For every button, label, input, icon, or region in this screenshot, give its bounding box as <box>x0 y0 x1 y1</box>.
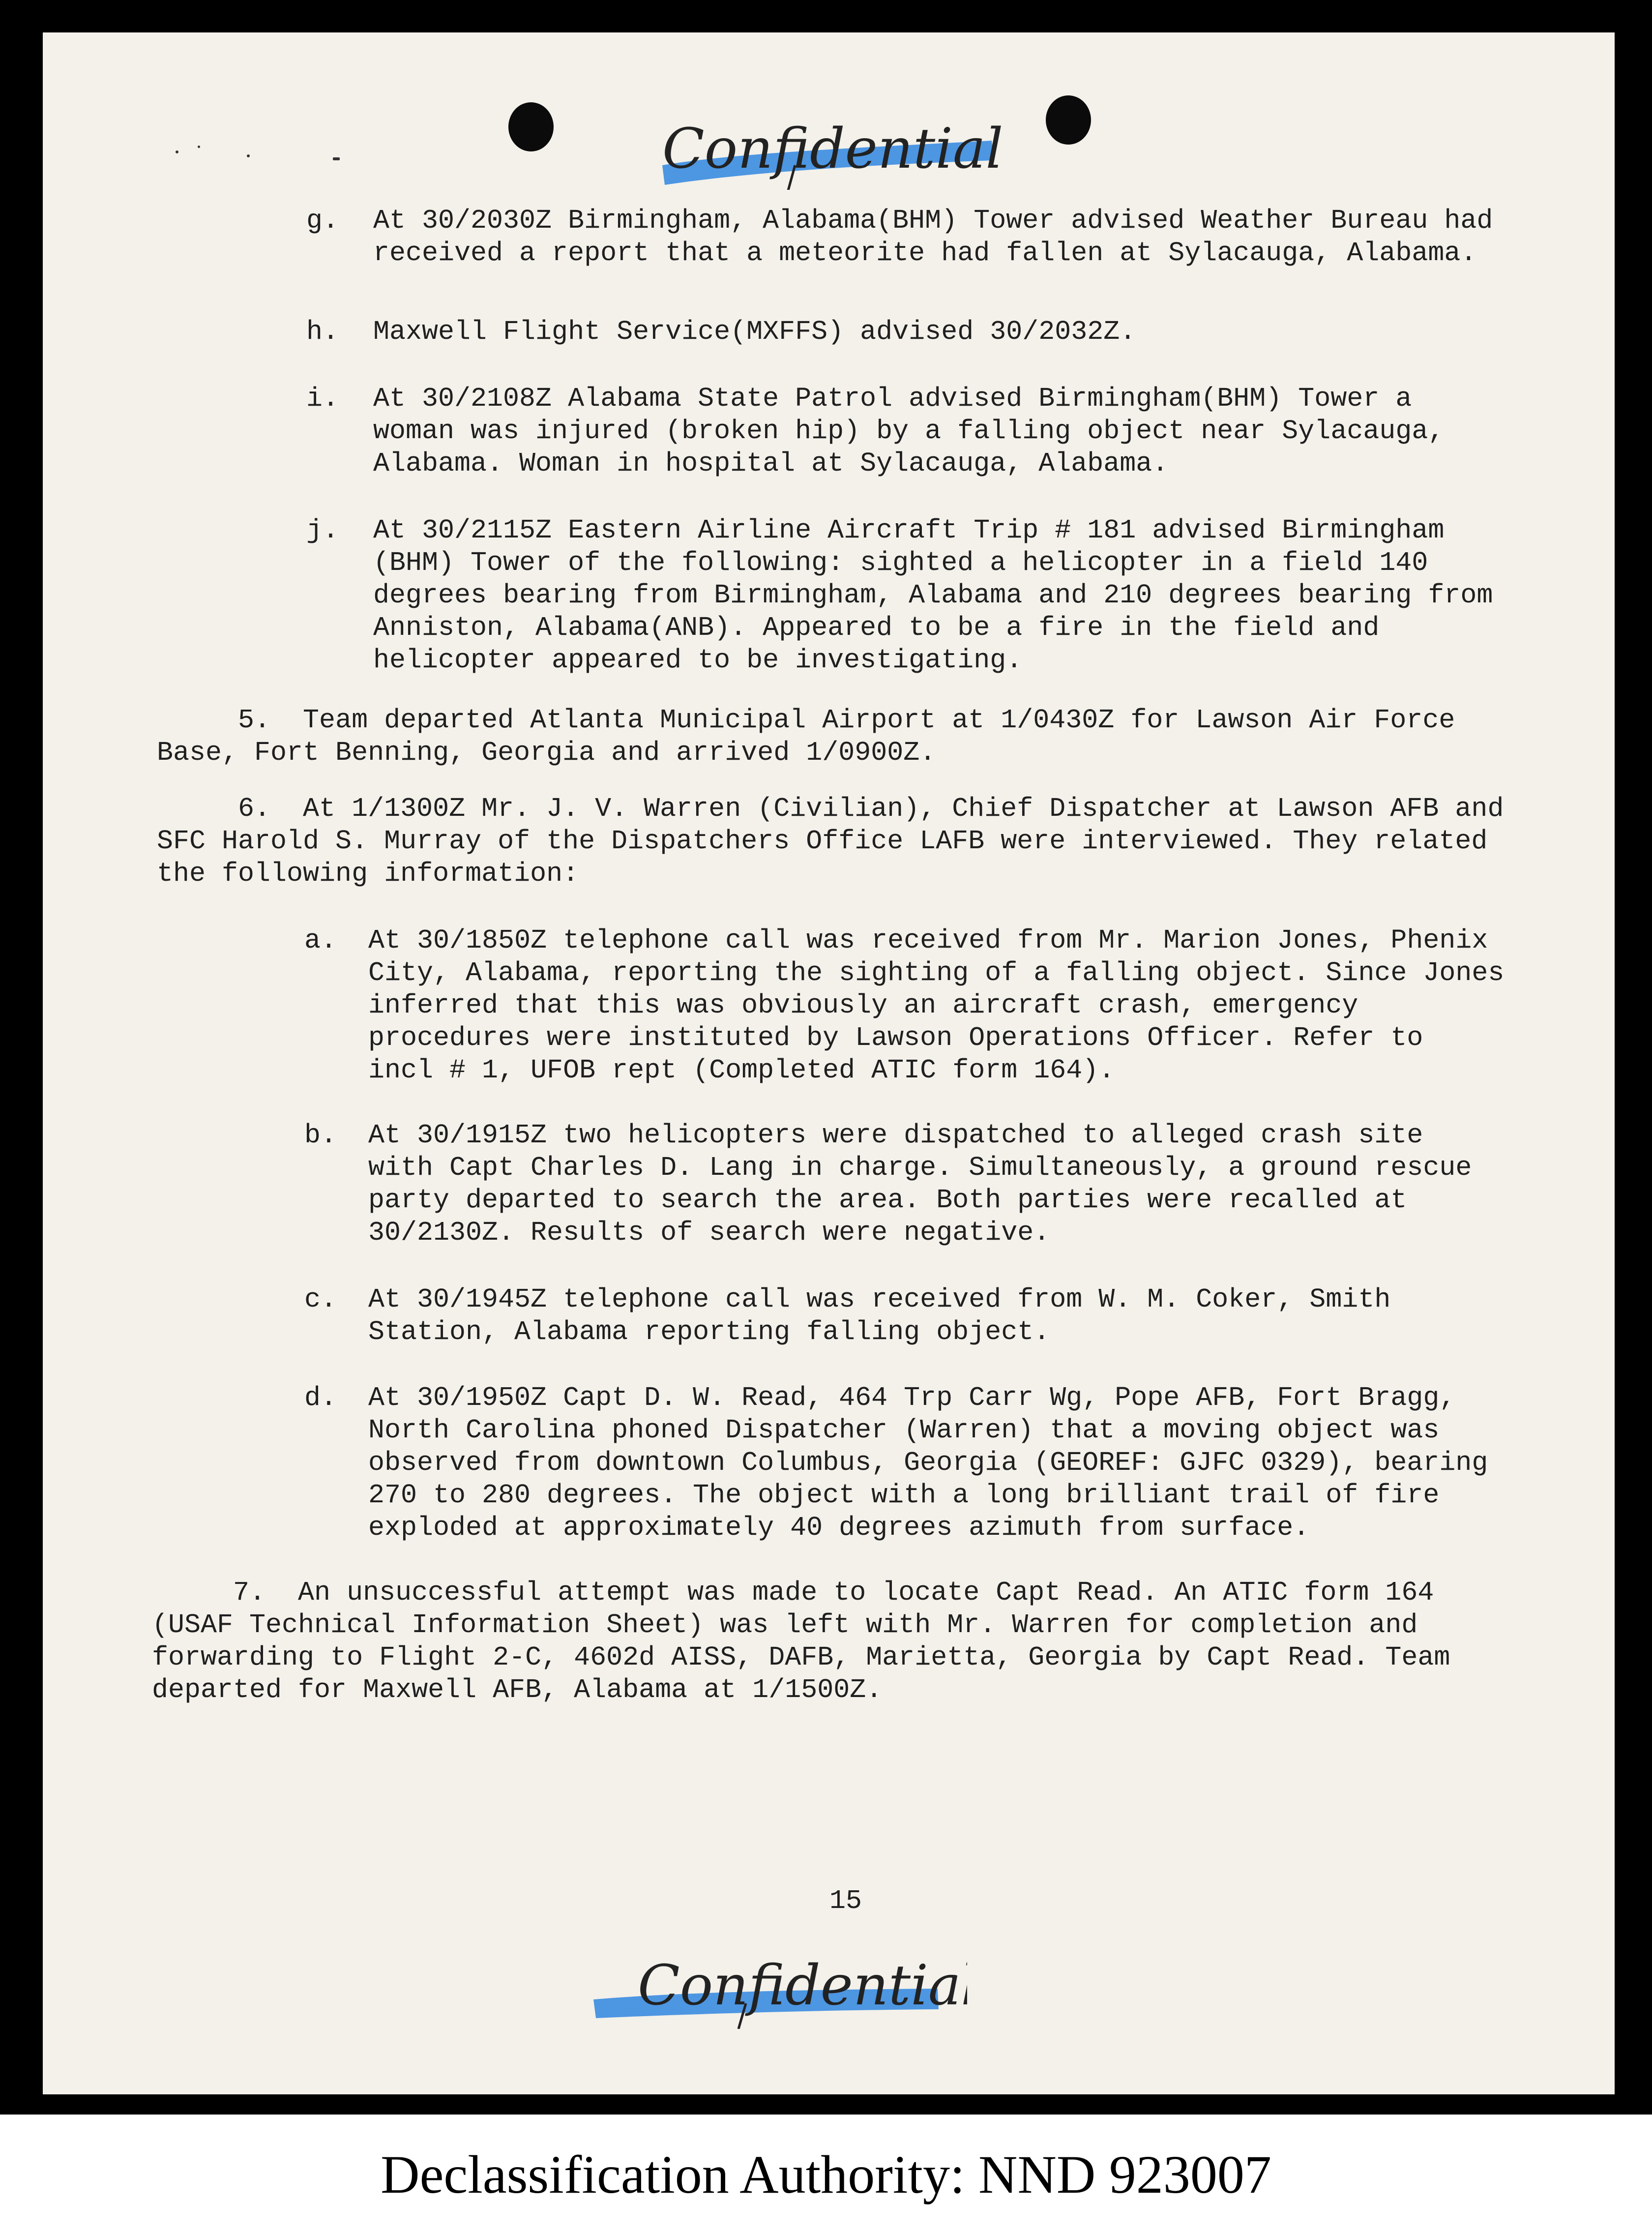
item-letter: a. <box>304 925 337 956</box>
paragraph-7: 7. An unsuccessful attempt was made to locate Capt Read. An ATIC form 164 (USAF Technical Information Sheet) was left with Mr. Warren for completion and forwarding to Flight 2-C, 4602d AISS, DAFB, Marietta, Georgia by Capt Read. Team departed for Maxwell AFB, Alabama at 1/1500Z. <box>152 1577 1450 1705</box>
item-letter: i. <box>306 383 339 414</box>
confidential-stamp-top <box>648 106 1031 190</box>
item-letter: j. <box>306 515 339 546</box>
item-text: At 30/2115Z Eastern Airline Aircraft Trip # 181 advised Birmingham (BHM) Tower of the following: sighted a helicopter in a field 140 degrees bearing from Birmingham, Alabama and 210 degrees bearing from Anniston, Alabama(ANB). Appeared to be a fire in the field and helicopter appeared to be investigating. <box>373 515 1493 676</box>
item-letter: d. <box>304 1382 337 1413</box>
punch-hole-right <box>1046 95 1091 145</box>
svg-text:Confidential: Confidential <box>638 1954 967 2018</box>
item-text: At 30/2030Z Birmingham, Alabama(BHM) Tower advised Weather Bureau had received a report that a meteorite had fallen at Sylacauga, Alabama. <box>373 205 1493 268</box>
item-letter: g. <box>306 205 339 236</box>
document-page <box>43 32 1615 2094</box>
svg-text:Confidential: Confidential <box>662 117 1003 181</box>
item-text: At 30/1945Z telephone call was received from W. M. Coker, Smith Station, Alabama reporting falling object. <box>368 1284 1391 1347</box>
item-text: At 30/1915Z two helicopters were dispatched to alleged crash site with Capt Charles D. Lang in charge. Simultaneously, a ground rescue party departed to search the area. Both parties were recalled at 30/2130Z. Results of search were negative. <box>368 1120 1472 1248</box>
declassification-footer <box>0 2115 1652 2235</box>
item-letter: c. <box>304 1284 337 1315</box>
punch-hole-left <box>508 102 554 151</box>
page-number: 15 <box>829 1885 862 1916</box>
item-letter: b. <box>304 1120 337 1151</box>
item-text: At 30/2108Z Alabama State Patrol advised Birmingham(BHM) Tower a woman was injured (broken hip) by a falling object near Sylacauga, Alabama. Woman in hospital at Sylacauga, Alabama. <box>373 383 1445 479</box>
item-text: At 30/1950Z Capt D. W. Read, 464 Trp Carr Wg, Pope AFB, Fort Bragg, North Carolina phoned Dispatcher (Warren) that a moving object was observed from downtown Columbus, Georgia (GEOREF: GJFC 0329), bearing 270 to 280 degrees. The object with a long brilliant trail of fire exploded at approximately 40 degrees azimuth from surface. <box>368 1382 1488 1543</box>
declassification-text: Declassification Authority: NND 923007 <box>381 2145 1271 2205</box>
paragraph-6: 6. At 1/1300Z Mr. J. V. Warren (Civilian), Chief Dispatcher at Lawson AFB and SFC Harold S. Murray of the Dispatchers Office LAFB were interviewed. They related the following information: <box>157 793 1504 889</box>
item-letter: h. <box>306 316 339 347</box>
paragraph-5: 5. Team departed Atlanta Municipal Airport at 1/0430Z for Lawson Air Force Base, Fort Benning, Georgia and arrived 1/0900Z. <box>157 705 1455 768</box>
confidential-stamp-bottom <box>584 1945 967 2029</box>
item-text: Maxwell Flight Service(MXFFS) advised 30/2032Z. <box>373 316 1136 347</box>
item-text: At 30/1850Z telephone call was received from Mr. Marion Jones, Phenix City, Alabama, reporting the sighting of a falling object. Since Jones inferred that this was obviously an aircraft crash, emergency procedures were instituted by Lawson Operations Officer. Refer to incl # 1, UFOB rept (Completed ATIC form 164). <box>368 925 1504 1086</box>
